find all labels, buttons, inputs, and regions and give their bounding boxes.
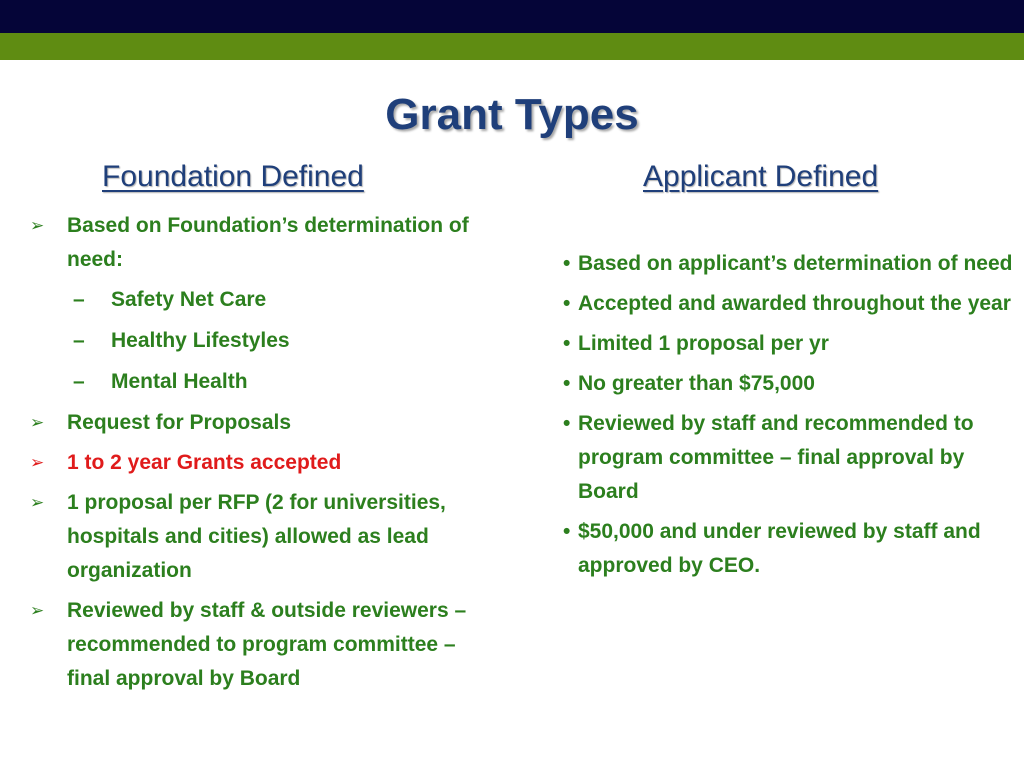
applicant-defined-heading: Applicant Defined <box>643 160 879 193</box>
arrow-bullet-icon: ➢ <box>30 216 45 235</box>
list-item <box>563 287 1018 321</box>
applicant-defined-list <box>563 247 1018 589</box>
sub-list-item-text: Healthy Lifestyles <box>111 329 290 352</box>
foundation-defined-heading: Foundation Defined <box>102 160 364 193</box>
dot-bullet-icon: • <box>563 332 571 355</box>
sub-list-item-text: Safety Net Care <box>111 288 267 311</box>
list-item <box>563 515 1018 583</box>
dot-bullet-icon: • <box>563 520 571 543</box>
list-item-text: 1 proposal per RFP (2 for universities, hospitals and cities) allowed as lead organization <box>67 491 446 582</box>
sub-list-item <box>67 283 500 317</box>
list-item <box>30 406 500 440</box>
list-item <box>30 486 500 588</box>
list-item <box>563 247 1018 281</box>
sub-list-item <box>67 324 500 358</box>
list-item-highlighted <box>30 446 500 480</box>
dot-bullet-icon: • <box>563 292 571 315</box>
sub-list-item-text: Mental Health <box>111 370 248 393</box>
arrow-bullet-icon: ➢ <box>30 453 45 472</box>
need-categories-list <box>67 283 500 399</box>
list-item-text: Based on applicant’s determination of need <box>578 252 1013 275</box>
slide-title: Grant Types <box>385 90 639 139</box>
list-item <box>563 407 1018 509</box>
list-item-text: Reviewed by staff and recommended to program committee – final approval by Board <box>578 412 974 503</box>
dot-bullet-icon: • <box>563 412 571 435</box>
accent-banner-bar <box>0 33 1024 60</box>
top-banner-bar <box>0 0 1024 33</box>
sub-list-item <box>67 365 500 399</box>
dash-bullet-icon: – <box>73 288 85 311</box>
list-item <box>30 209 500 399</box>
list-item <box>563 327 1018 361</box>
list-item-text: Based on Foundation’s determination of need: <box>67 214 469 271</box>
list-item-text: Request for Proposals <box>67 411 292 434</box>
arrow-bullet-icon: ➢ <box>30 413 45 432</box>
arrow-bullet-icon: ➢ <box>30 493 45 512</box>
list-item-text: Limited 1 proposal per yr <box>578 332 829 355</box>
foundation-defined-list <box>30 209 500 702</box>
list-item <box>563 367 1018 401</box>
list-item-text: Accepted and awarded throughout the year <box>578 292 1011 315</box>
list-item-text: $50,000 and under reviewed by staff and approved by CEO. <box>578 520 981 577</box>
list-item-text: Reviewed by staff & outside reviewers – recommended to program committee – final approval by Board <box>67 599 467 690</box>
dash-bullet-icon: – <box>73 329 85 352</box>
list-item-text: No greater than $75,000 <box>578 372 815 395</box>
dot-bullet-icon: • <box>563 252 571 275</box>
arrow-bullet-icon: ➢ <box>30 601 45 620</box>
dot-bullet-icon: • <box>563 372 571 395</box>
list-item <box>30 594 500 696</box>
list-item-text: 1 to 2 year Grants accepted <box>67 451 342 474</box>
dash-bullet-icon: – <box>73 370 85 393</box>
